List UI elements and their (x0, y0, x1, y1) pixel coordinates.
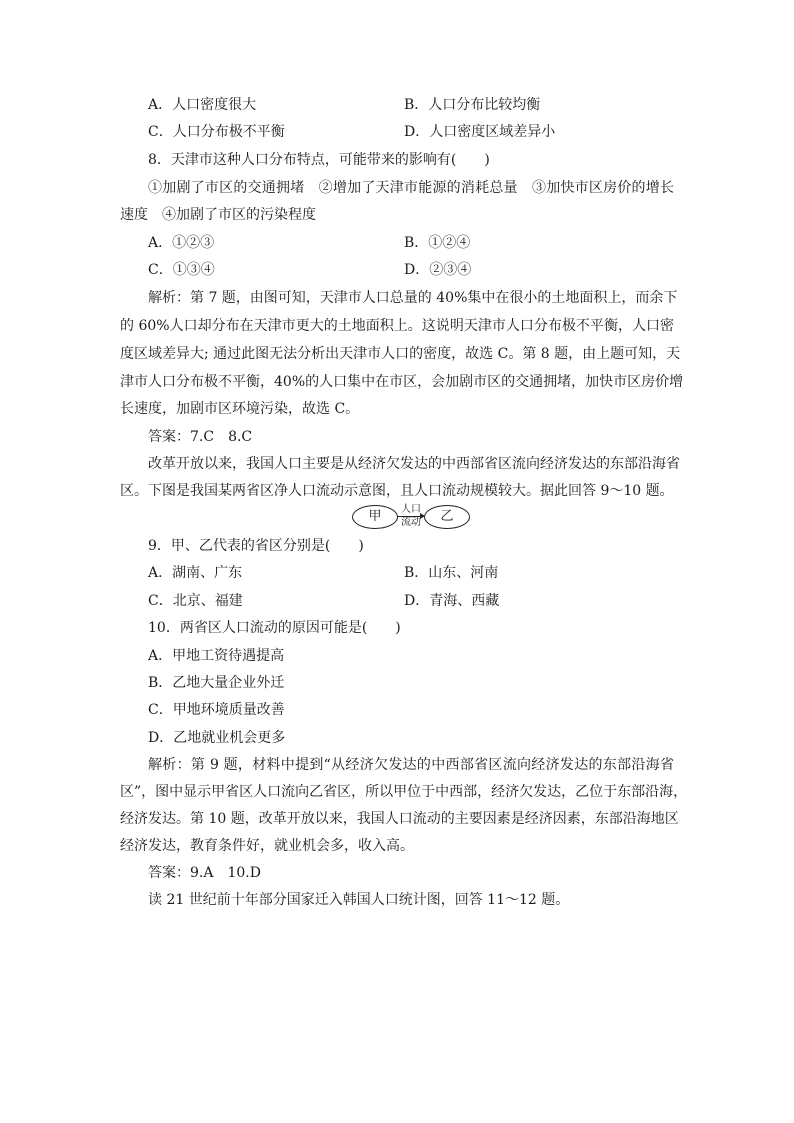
analysis1-line5: 长速度，加剧市区环境污染，故选 C。 (120, 401, 360, 417)
q7-option-b: B．人口分布比较均衡 (404, 97, 541, 113)
q9-option-a: A．湖南、广东 (148, 565, 243, 581)
flow-label-bottom: 流动 (401, 517, 421, 528)
q10-option-b: B．乙地大量企业外迁 (148, 675, 285, 691)
analysis1-line1: 解析：第 7 题，由图可知，天津市人口总量的 40%集中在很小的土地面积上，而余下 (148, 290, 678, 306)
q7-option-d: D．人口密度区域差异小 (404, 124, 556, 140)
q10-option-a: A．甲地工资待遇提高 (148, 648, 285, 664)
analysis1-line3: 度区域差异大; 通过此图无法分析出天津市人口的密度，故选 C。第 8 题，由上题可知，天 (120, 346, 681, 362)
q8-option-a: A．①②③ (148, 235, 215, 251)
q8-option-c: C．①③④ (148, 262, 215, 278)
q8-stem: 8．天津市这种人口分布特点，可能带来的影响有( ) (148, 152, 490, 168)
intro3: 读 21 世纪前十年部分国家迁入韩国人口统计图，回答 11～12 题。 (148, 892, 570, 908)
q9-stem: 9．甲、乙代表的省区分别是( ) (148, 538, 364, 554)
answer2: 答案：9.A 10.D (148, 865, 261, 881)
q8-option-b: B．①②④ (404, 235, 471, 251)
q7-option-a: A．人口密度很大 (148, 97, 257, 113)
q8-items-line2: 速度 ④加剧了市区的污染程度 (120, 207, 316, 223)
analysis1-line2: 的 60%人口却分布在天津市更大的土地面积上。这说明天津市人口分布极不平衡，人口密 (120, 318, 674, 334)
q10-option-d: D．乙地就业机会更多 (148, 730, 286, 746)
analysis2-line4: 经济发达，教育条件好，就业机会多，收入高。 (120, 838, 414, 854)
province-jia-oval: 甲 (352, 505, 398, 529)
answer1: 答案：7.C 8.C (148, 429, 253, 445)
intro2-line1: 改革开放以来，我国人口主要是从经济欠发达的中西部省区流向经济发达的东部沿海省 (148, 456, 680, 472)
q7-option-c: C．人口分布极不平衡 (148, 124, 285, 140)
q10-option-c: C．甲地环境质量改善 (148, 702, 285, 718)
intro2-line2: 区。下图是我国某两省区净人口流动示意图，且人口流动规模较大。据此回答 9～10 题。 (120, 483, 674, 499)
analysis2-line2: 区”，图中显示甲省区人口流向乙省区，所以甲位于中西部，经济欠发达，乙位于东部沿海， (120, 784, 688, 800)
analysis2-line1: 解析：第 9 题，材料中提到“从经济欠发达的中西部省区流向经济发达的东部沿海省 (148, 757, 674, 773)
flow-label-top: 人口 (401, 504, 421, 515)
q9-option-b: B．山东、河南 (404, 565, 499, 581)
analysis2-line3: 经济发达。第 10 题，改革开放以来，我国人口流动的主要因素是经济因素，东部沿海地区 (120, 811, 679, 827)
q10-stem: 10．两省区人口流动的原因可能是( ) (148, 620, 401, 636)
population-flow-diagram (352, 505, 470, 529)
analysis1-line4: 津市人口分布极不平衡，40%的人口集中在市区，会加剧市区的交通拥堵，加快市区房价增 (120, 374, 684, 390)
province-yi-oval: 乙 (424, 505, 470, 529)
q9-option-c: C．北京、福建 (148, 593, 243, 609)
q9-option-d: D．青海、西藏 (404, 593, 500, 609)
q8-items-line1: ①加剧了市区的交通拥堵 ②增加了天津市能源的消耗总量 ③加快市区房价的增长 (148, 180, 674, 196)
q8-option-d: D．②③④ (404, 262, 472, 278)
